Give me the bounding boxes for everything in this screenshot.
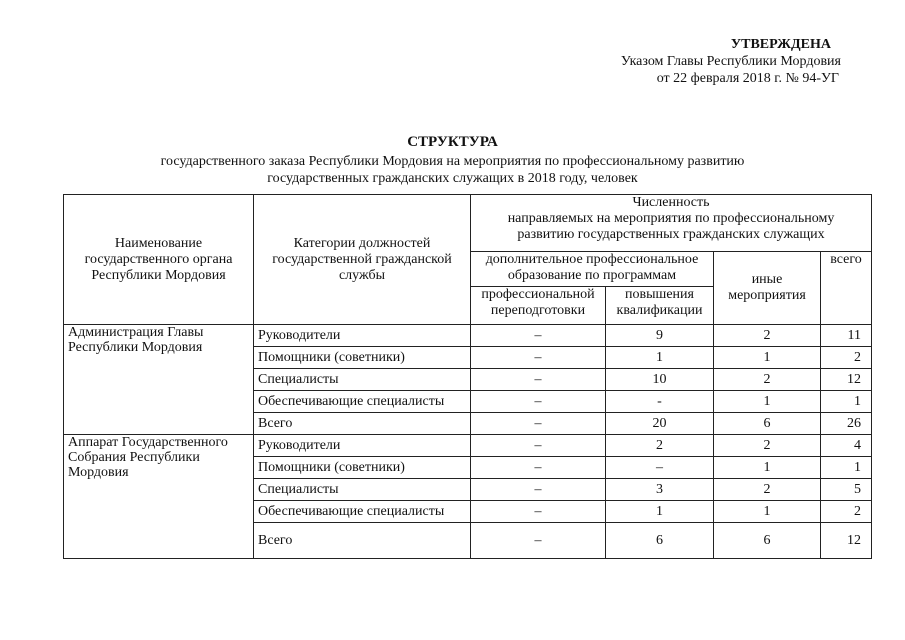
row-category: Помощники (советники) <box>254 347 471 369</box>
row-qualification: - <box>606 391 714 413</box>
header-count-line3: развитию государственных гражданских служащих <box>517 227 825 242</box>
table-row <box>64 435 872 457</box>
row-total: 1 <box>821 391 872 413</box>
row-qualification: 6 <box>606 523 714 559</box>
approval-decree: Указом Главы Республики Мордовия <box>620 54 841 69</box>
row-total: 4 <box>821 435 872 457</box>
header-count-line2: направляемых на мероприятия по профессиональному <box>507 211 835 226</box>
row-other: 2 <box>714 369 821 391</box>
row-qualification: 1 <box>606 347 714 369</box>
row-retraining: – <box>471 457 606 479</box>
row-category: Помощники (советники) <box>254 457 471 479</box>
row-category: Всего <box>254 413 471 435</box>
row-other: 2 <box>714 435 821 457</box>
row-total: 2 <box>821 501 872 523</box>
row-retraining: – <box>471 435 606 457</box>
row-retraining: – <box>471 325 606 347</box>
approval-title: УТВЕРЖДЕНА <box>730 37 831 52</box>
row-qualification: 10 <box>606 369 714 391</box>
approval-block <box>621 36 841 87</box>
header-count-line1: Численность <box>632 195 710 210</box>
row-other: 1 <box>714 347 821 369</box>
row-other: 2 <box>714 479 821 501</box>
row-retraining: – <box>471 391 606 413</box>
row-total: 12 <box>821 523 872 559</box>
row-retraining: – <box>471 347 606 369</box>
row-qualification: – <box>606 457 714 479</box>
approval-date: от 22 февраля 2018 г. № 94-УГ <box>656 71 839 86</box>
header-retraining: профессиональной переподготовки <box>471 287 606 325</box>
row-total: 5 <box>821 479 872 501</box>
row-category: Руководители <box>254 325 471 347</box>
row-retraining: – <box>471 413 606 435</box>
row-qualification: 1 <box>606 501 714 523</box>
row-qualification: 3 <box>606 479 714 501</box>
row-category: Специалисты <box>254 369 471 391</box>
row-category: Всего <box>254 523 471 559</box>
header-total: всего <box>821 252 872 325</box>
row-retraining: – <box>471 479 606 501</box>
org-name: Аппарат Государственного Собрания Республики Мордовия <box>64 435 254 559</box>
header-row-1 <box>64 195 872 252</box>
org-name: Администрация Главы Республики Мордовия <box>64 325 254 435</box>
document-title: СТРУКТУРА <box>407 134 498 150</box>
row-other: 6 <box>714 523 821 559</box>
structure-table <box>63 194 872 559</box>
row-category: Обеспечивающие специалисты <box>254 391 471 413</box>
row-other: 6 <box>714 413 821 435</box>
header-count <box>471 195 872 252</box>
row-qualification: 2 <box>606 435 714 457</box>
table-row <box>64 325 872 347</box>
row-total: 11 <box>821 325 872 347</box>
row-total: 12 <box>821 369 872 391</box>
row-other: 1 <box>714 391 821 413</box>
row-total: 26 <box>821 413 872 435</box>
row-retraining: – <box>471 369 606 391</box>
row-category: Обеспечивающие специалисты <box>254 501 471 523</box>
row-qualification: 20 <box>606 413 714 435</box>
row-category: Специалисты <box>254 479 471 501</box>
row-other: 1 <box>714 457 821 479</box>
row-other: 1 <box>714 501 821 523</box>
row-total: 2 <box>821 347 872 369</box>
document-title-block <box>0 134 905 187</box>
row-category: Руководители <box>254 435 471 457</box>
document-subtitle-line1: государственного заказа Республики Мордовия на мероприятия по профессиональному развитию <box>160 154 745 169</box>
row-total: 1 <box>821 457 872 479</box>
header-category: Категории должностей государственной гражданской службы <box>254 195 471 325</box>
row-retraining: – <box>471 501 606 523</box>
row-retraining: – <box>471 523 606 559</box>
header-dpo: дополнительное профессиональное образование по программам <box>471 252 714 287</box>
header-org: Наименование государственного органа Республики Мордовия <box>64 195 254 325</box>
header-qualification: повышения квалификации <box>606 287 714 325</box>
row-other: 2 <box>714 325 821 347</box>
document-subtitle-line2: государственных гражданских служащих в 2018 году, человек <box>267 171 638 186</box>
row-qualification: 9 <box>606 325 714 347</box>
header-other: иные мероприятия <box>714 252 821 325</box>
